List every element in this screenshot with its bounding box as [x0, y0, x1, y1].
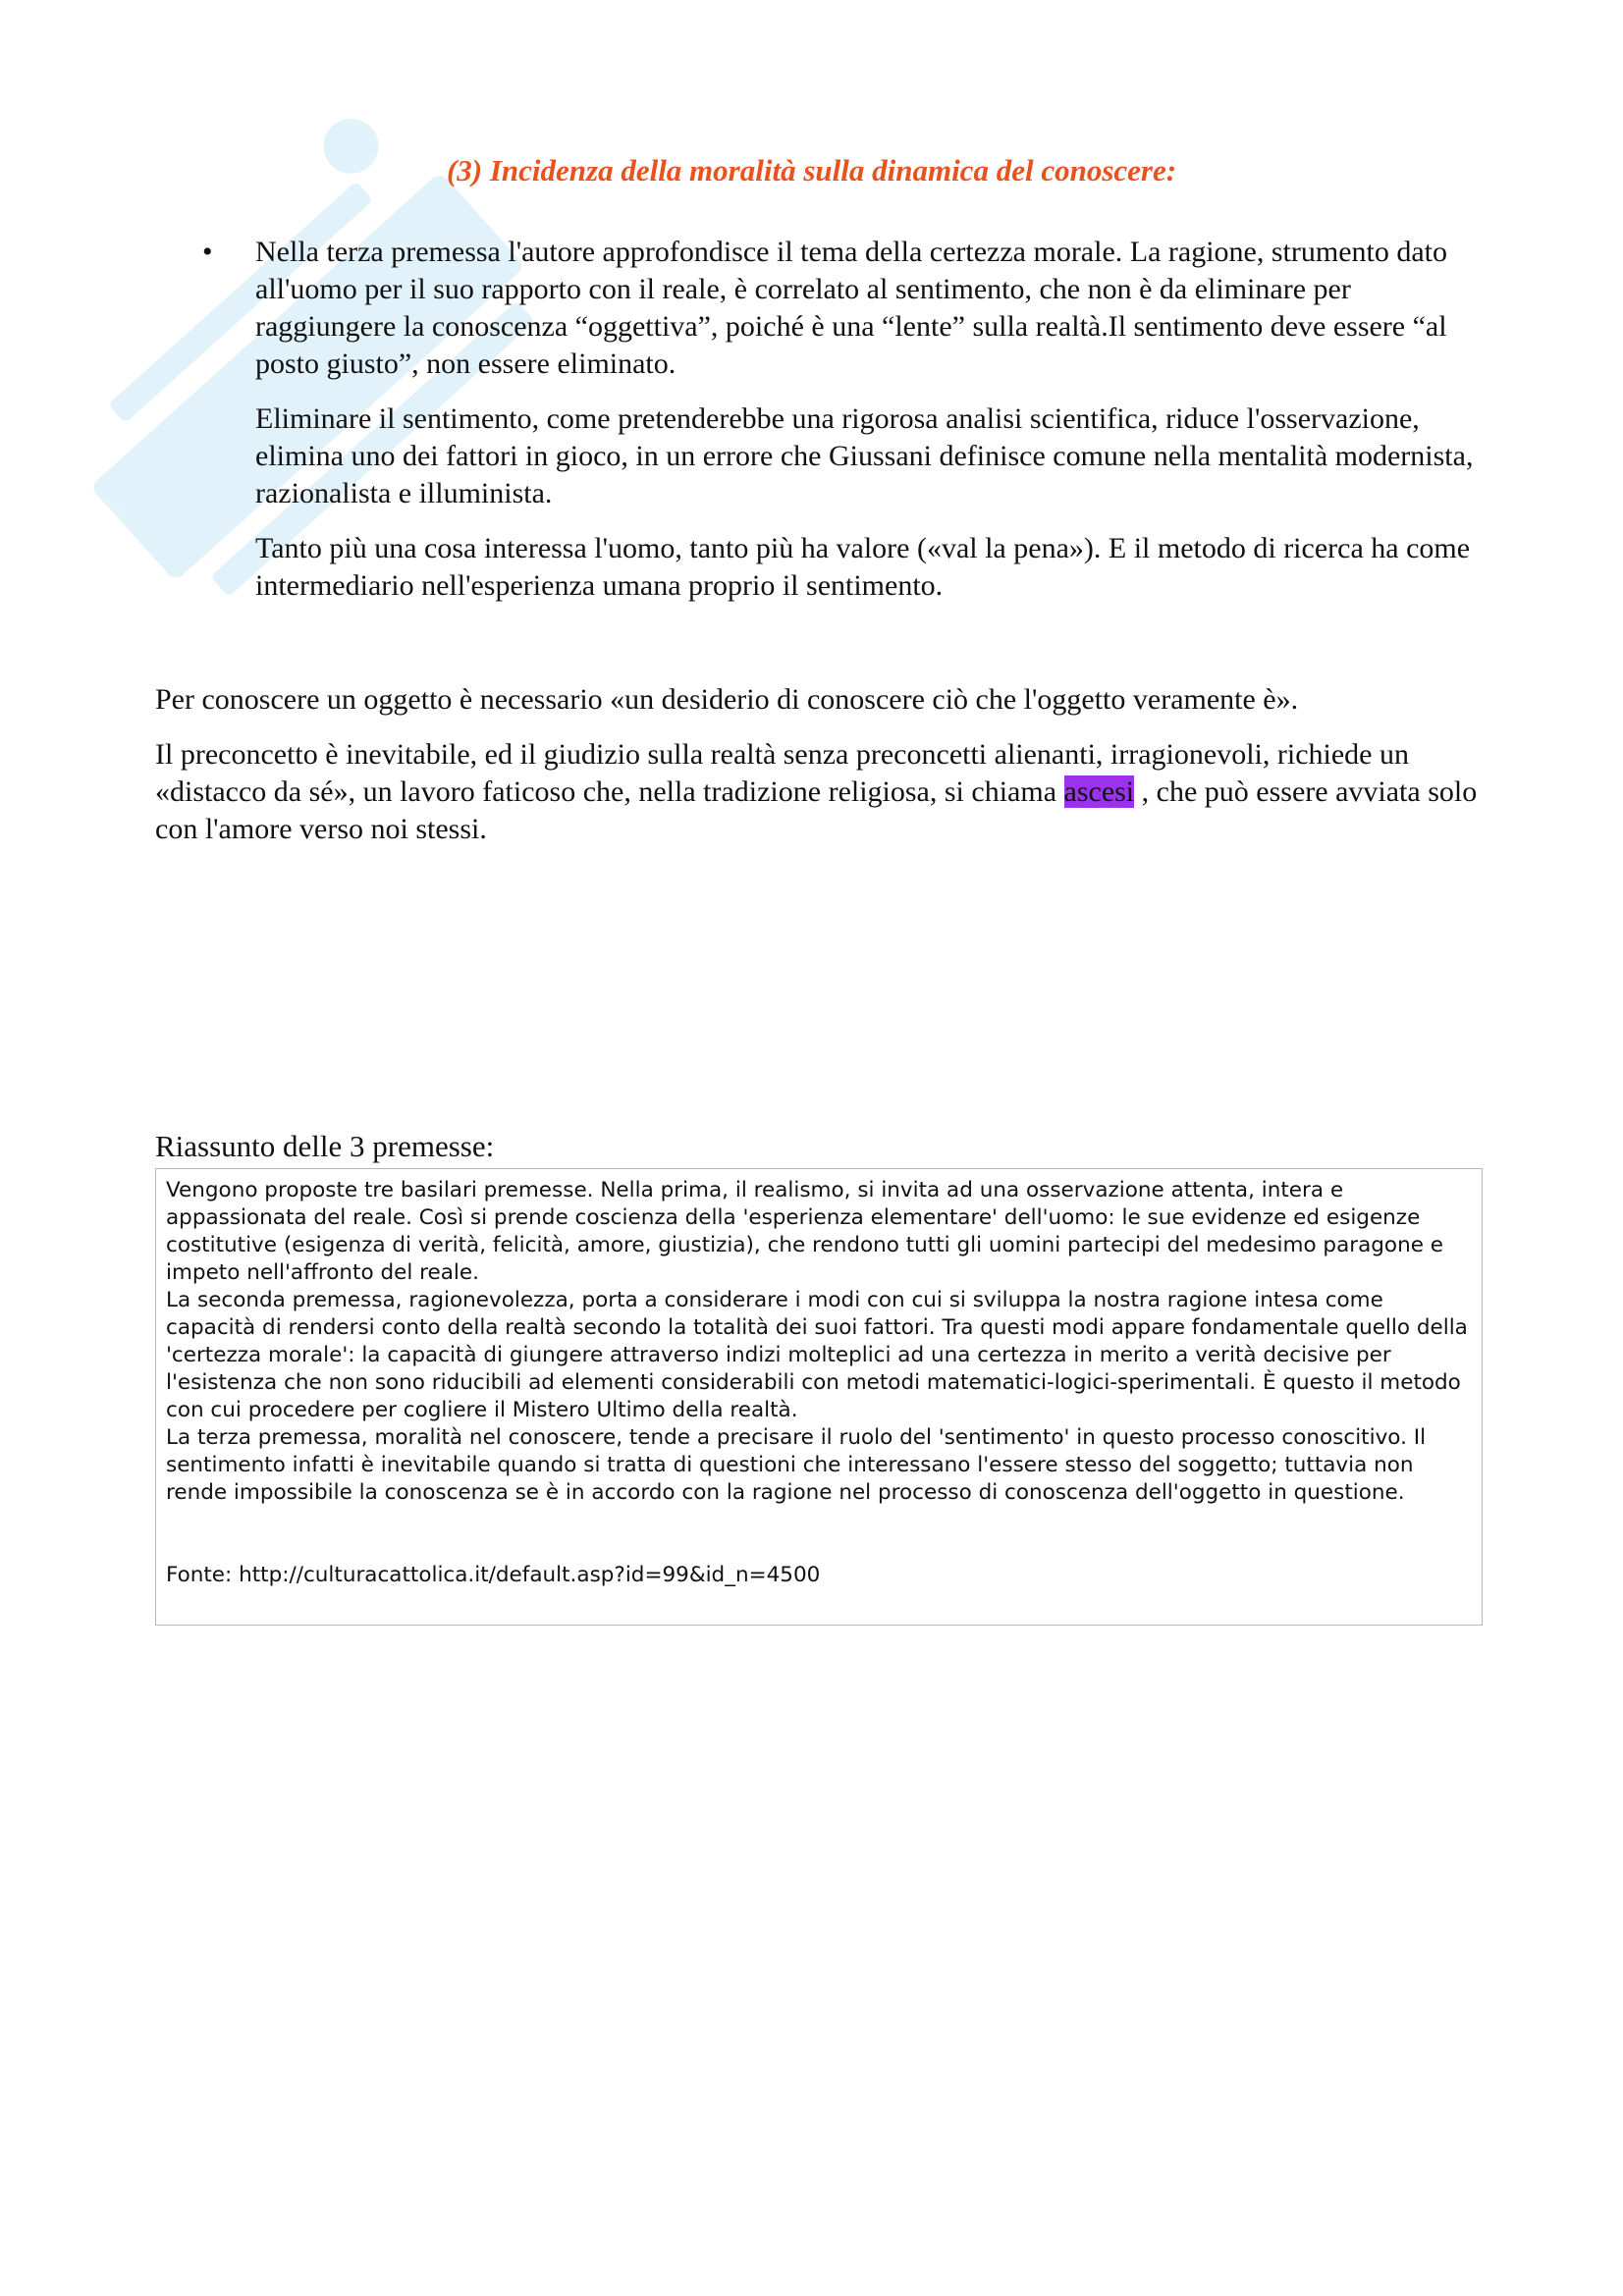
- summary-source: Fonte: http://culturacattolica.it/default.asp?id=99&id_n=4500: [166, 1563, 821, 1587]
- bullet-paragraph: Eliminare il sentimento, come pretenderebbe una rigorosa analisi scientifica, riduce l'osservazione, elimina uno dei fattori in gioco, in un errore che Giussani definisce comune nella mentalità modernista, razionalista e illuminista.: [255, 402, 1474, 509]
- summary-paragraph: La terza premessa, moralità nel conoscere, tende a precisare il ruolo del 'sentimento' in questo processo conoscitivo. Il sentimento infatti è inevitabile quando si tratta di questioni che interessano l'essere stesso del soggetto; tuttavia non rende impossibile la conoscenza se è in accordo con la ragione nel processo di conoscenza dell'oggetto in questione.: [166, 1425, 1427, 1505]
- summary-title: Riassunto delle 3 premesse:: [155, 1129, 495, 1163]
- body-text: Il preconcetto è inevitabile, ed il giudizio sulla realtà senza preconcetti alienanti, irragionevoli, richiede un «distacco da sé», un lavoro faticoso che, nella tradizione religiosa, si chiama: [155, 738, 1409, 808]
- bullet-marker: •: [202, 236, 213, 268]
- section-heading: (3) Incidenza della moralità sulla dinamica del conoscere:: [446, 153, 1177, 187]
- body-paragraph: Per conoscere un oggetto è necessario «un desiderio di conoscere ciò che l'oggetto veramente è».: [155, 683, 1299, 716]
- bullet-paragraph: Nella terza premessa l'autore approfondisce il tema della certezza morale. La ragione, strumento dato all'uomo per il suo rapporto con il reale, è correlato al sentimento, che non è da eliminare per raggiungere la conoscenza “oggettiva”, poiché è una “lente” sulla realtà.Il sentimento deve essere “al posto giusto”, non essere eliminato.: [255, 236, 1448, 380]
- body-text: , che può essere avviata solo con l'amore verso noi stessi.: [155, 775, 1478, 845]
- summary-box: [155, 1168, 1483, 1626]
- summary-paragraph: La seconda premessa, ragionevolezza, porta a considerare i modi con cui si sviluppa la nostra ragione intesa come capacità di rendersi conto della realtà secondo la totalità dei suoi fattori. Tra questi modi appare fondamentale quello della 'certezza morale': la capacità di giungere attraverso indizi molteplici ad una certezza in merito a verità decisive per l'esistenza che non sono riducibili ad elementi considerabili con metodi matematici-logici-sperimentali. È questo il metodo con cui procedere per cogliere il Mistero Ultimo della realtà.: [166, 1288, 1468, 1422]
- body-paragraph: [155, 736, 1500, 848]
- bullet-paragraph: Tanto più una cosa interessa l'uomo, tanto più ha valore («val la pena»). E il metodo di ricerca ha come intermediario nell'esperienza umana proprio il sentimento.: [255, 532, 1471, 602]
- summary-paragraph: Vengono proposte tre basilari premesse. Nella prima, il realismo, si invita ad una osservazione attenta, intera e appassionata del reale. Così si prende coscienza della 'esperienza elementare' dell'uomo: le sue evidenze ed esigenze costitutive (esigenza di verità, felicità, amore, giustizia), che rendono tutti gli uomini partecipi del medesimo paragone e impeto nell'affronto del reale.: [166, 1178, 1443, 1285]
- highlighted-term: ascesi: [1063, 775, 1135, 808]
- bullet-list-item: [196, 234, 1483, 622]
